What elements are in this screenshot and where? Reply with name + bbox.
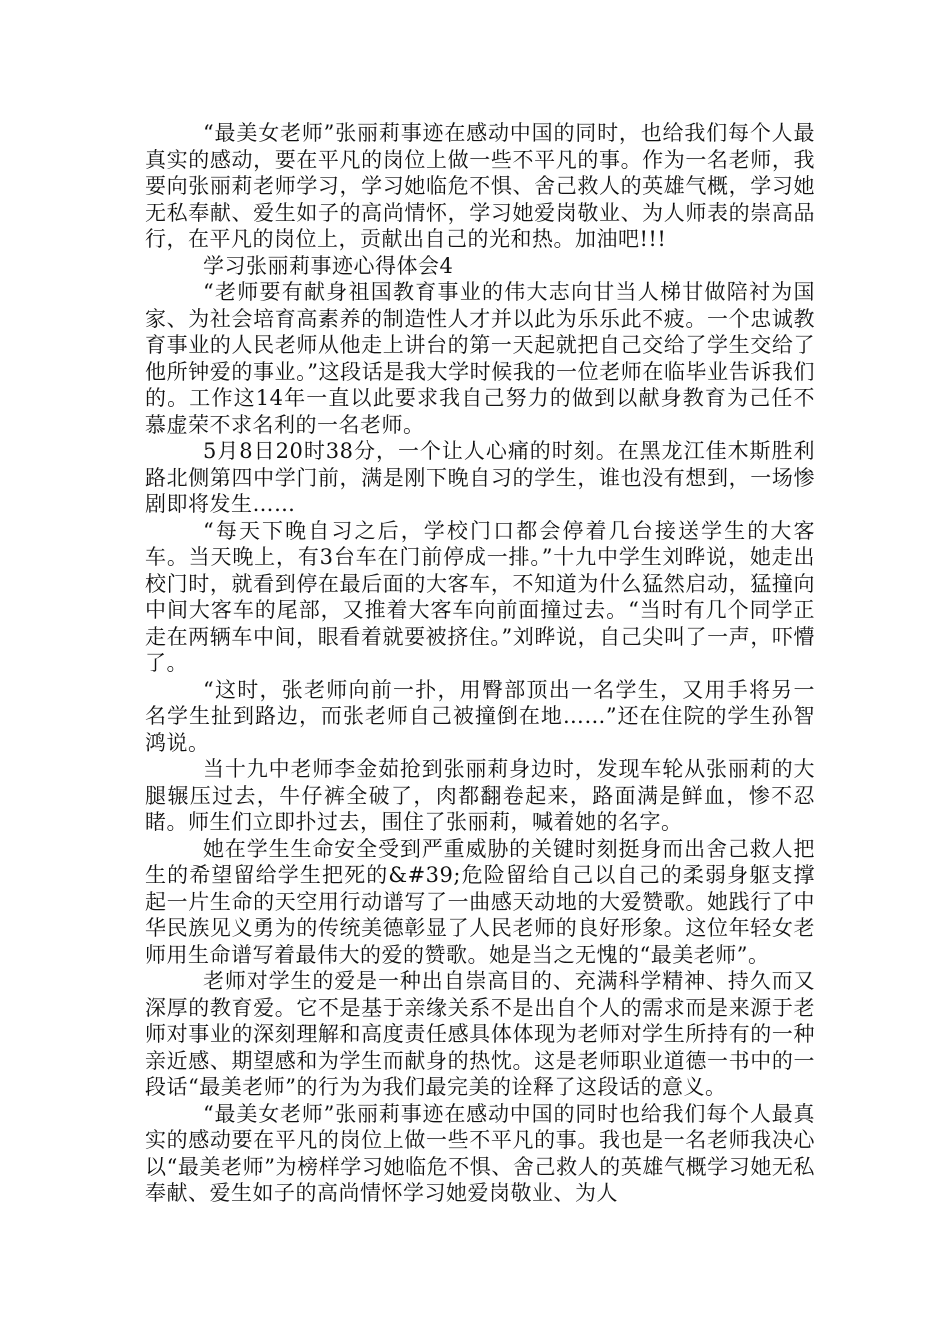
paragraph-8: 老师对学生的爱是一种出自崇高目的、充满科学精神、持久而又深厚的教育爱。它不是基于亲缘关系不是出自个人的需求而是来源于老师对事业的深刻理解和高度责任感具体体现为老师对学生所持有的一种亲近感、期望感和为学生而献身的热忱。这是老师职业道德一书中的一段话“最美老师”的行为为我们最完美的诠释了这段话的意义。 [145, 969, 815, 1099]
paragraph-9: “最美女老师”张丽莉事迹在感动中国的同时也给我们每个人最真实的感动要在平凡的岗位上做一些不平凡的事。我也是一名老师我决心以“最美老师”为榜样学习她临危不惧、舍己救人的英雄气概学习她无私奉献、爱生如子的高尚情怀学习她爱岗敬业、为人 [145, 1101, 815, 1205]
section-heading: 学习张丽莉事迹心得体会4 [203, 253, 454, 278]
document-body [145, 120, 815, 1207]
paragraph-1: “最美女老师”张丽莉事迹在感动中国的同时，也给我们每个人最真实的感动，要在平凡的岗位上做一些不平凡的事。作为一名老师，我要向张丽莉老师学习，学习她临危不惧、舍己救人的英雄气概，学习她无私奉献、爱生如子的高尚情怀，学习她爱岗敬业、为人师表的崇高品行，在平凡的岗位上，贡献出自己的光和热。加油吧!!! [145, 121, 815, 251]
paragraph-5: “这时，张老师向前一扑，用臀部顶出一名学生，又用手将另一名学生扯到路边，而张老师自己被撞倒在地……”还在住院的学生孙智鸿说。 [145, 677, 815, 755]
paragraph-2: “老师要有献身祖国教育事业的伟大志向甘当人梯甘做陪衬为国家、为社会培育高素养的制造性人才并以此为乐乐此不疲。一个忠诚教育事业的人民老师从他走上讲台的第一天起就把自己交给了学生交给了他所钟爱的事业。”这段话是我大学时候我的一位老师在临毕业告诉我们的。工作这14年一直以此要求我自己努力的做到以献身教育为己任不慕虚荣不求名利的一名老师。 [145, 280, 815, 437]
paragraph-6: 当十九中老师李金茹抢到张丽莉身边时，发现车轮从张丽莉的大腿辗压过去，牛仔裤全破了，肉都翻卷起来，路面满是鲜血，惨不忍睹。师生们立即扑过去，围住了张丽莉，喊着她的名字。 [145, 757, 815, 834]
paragraph-7: 她在学生生命安全受到严重威胁的关键时刻挺身而出舍己救人把生的希望留给学生把死的&#39;危险留给自己以自己的柔弱身躯支撑起一片生命的天空用行动谱写了一曲感天动地的大爱赞歌。她践行了中华民族见义勇为的传统美德彰显了人民老师的良好形象。这位年轻女老师用生命谱写着最伟大的爱的赞歌。她是当之无愧的“最美老师”。 [145, 836, 815, 967]
paragraph-4: “每天下晚自习之后，学校门口都会停着几台接送学生的大客车。当天晚上，有3台车在门前停成一排。”十九中学生刘晔说，她走出校门时，就看到停在最后面的大客车，不知道为什么猛然启动，猛撞向中间大客车的尾部，又推着大客车向前面撞过去。“当时有几个同学正走在两辆车中间，眼看着就要被挤住。”刘晔说，自己尖叫了一声，吓懵了。 [145, 518, 815, 675]
paragraph-3: 5月8日20时38分，一个让人心痛的时刻。在黑龙江佳木斯胜利路北侧第四中学门前，满是刚下晚自习的学生，谁也没有想到，一场惨剧即将发生…… [145, 439, 815, 516]
